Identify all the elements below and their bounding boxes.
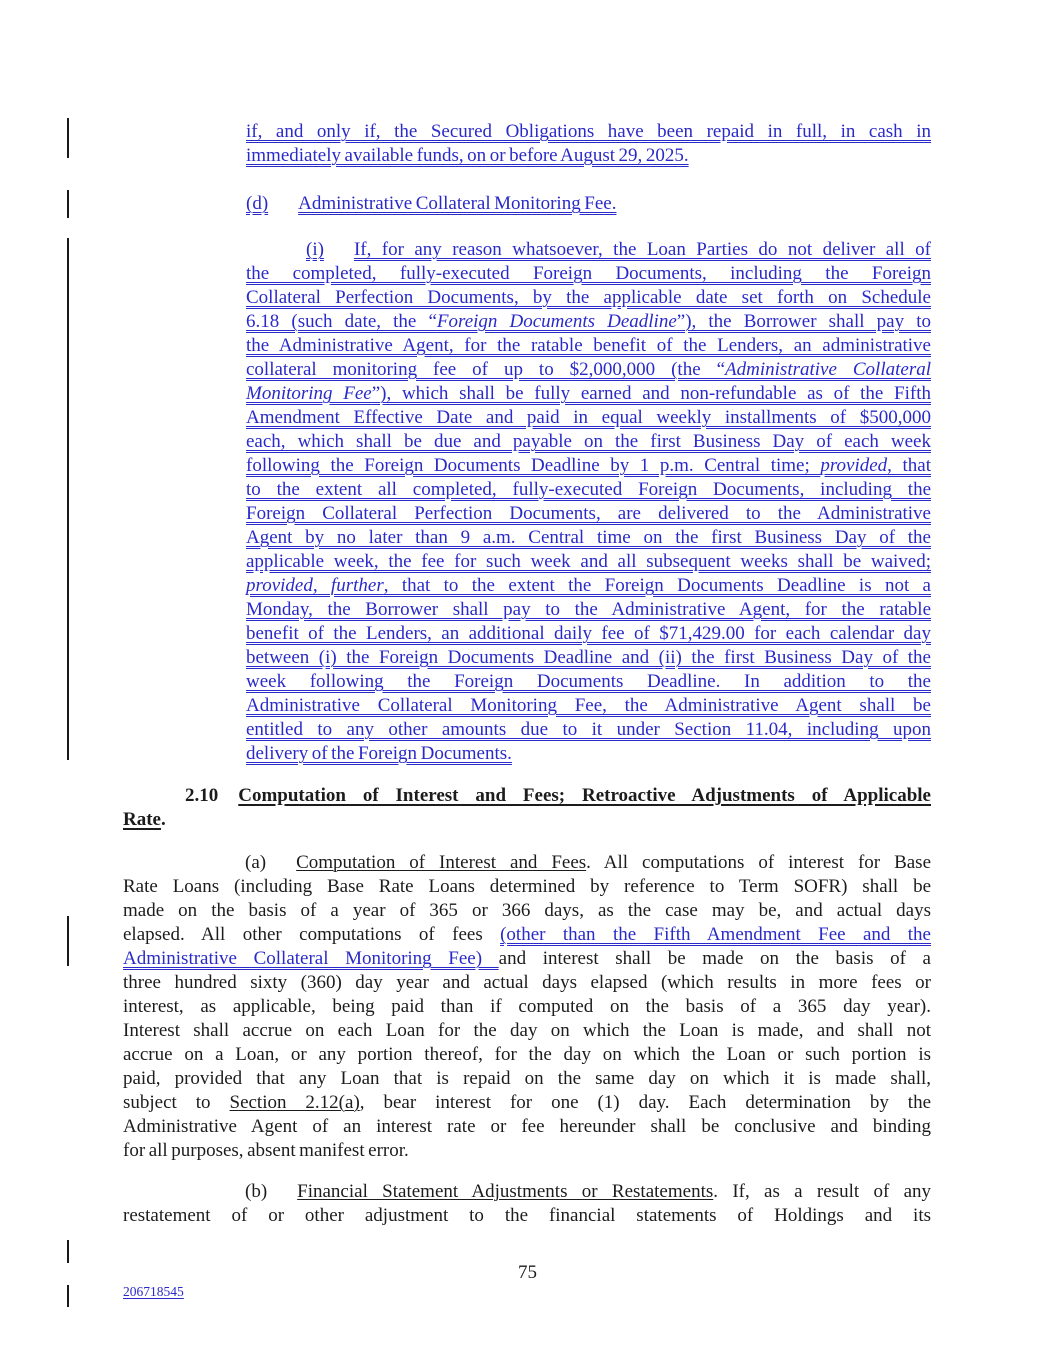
- text-segment: applicable week, the fee for such week and all subsequent weeks shall be waived;: [246, 551, 931, 572]
- change-bar: [67, 1285, 69, 1307]
- text-line: [246, 478, 931, 502]
- text-segment: restatement of or other adjustment to the financial statements of Holdings and its: [123, 1205, 931, 1226]
- text-segment: following the Foreign Documents Deadline by 1 p.m. Central time;: [246, 455, 821, 476]
- text-segment: elapsed. All other computations of fees: [123, 924, 501, 945]
- text-segment: Interest shall accrue on each Loan for the day on which the Loan is made, and shall not: [123, 1020, 931, 1041]
- text-line: [246, 120, 931, 144]
- text-line: [246, 574, 931, 598]
- text-segment: Amendment Effective Date and paid in equal weekly installments of $500,000: [246, 407, 931, 428]
- text-line: [246, 334, 931, 358]
- change-bar: [67, 1240, 69, 1263]
- text-line: [123, 1204, 931, 1228]
- text-segment: the Administrative Agent, for the ratable benefit of the Lenders, an administrative: [246, 335, 931, 356]
- text-segment: if, and only if, the Secured Obligations have been repaid in full, in cash in: [246, 121, 931, 142]
- text-line: [246, 286, 931, 310]
- document-id-footer: 206718545: [123, 1284, 184, 1299]
- text-segment: , that: [887, 455, 931, 476]
- text-segment: Collateral Perfection Documents, by the applicable date set forth on Schedule: [246, 287, 931, 308]
- text-segment: , bear interest for one (1) day. Each determination by the: [359, 1092, 931, 1113]
- text-segment: delivery of the Foreign Documents.: [246, 743, 512, 764]
- text-segment: Computation of Interest and Fees; Retroactive Adjustments of Applicable: [238, 785, 931, 806]
- text-line: [246, 502, 931, 526]
- text-line: [246, 144, 931, 168]
- text-line: [246, 598, 931, 622]
- text-segment: (d): [246, 193, 269, 214]
- heading-d-administrative-collateral-monitoring-fee: [246, 192, 931, 216]
- text-line: [123, 1043, 931, 1067]
- text-line: [246, 694, 931, 718]
- text-segment: Administrative Agent of an interest rate or fee hereunder shall be conclusive and binding: [123, 1116, 931, 1137]
- text-segment: immediately available funds, on or before August 29, 2025.: [246, 145, 689, 166]
- text-line: [246, 646, 931, 670]
- text-line: [246, 262, 931, 286]
- text-line: [123, 1115, 931, 1139]
- text-segment: Agent by no later than 9 a.m. Central time on the first Business Day of the: [246, 527, 931, 548]
- text-segment: benefit of the Lenders, an additional daily fee of $71,429.00 for each calendar day: [246, 623, 931, 644]
- text-line: [246, 454, 931, 478]
- text-line: [246, 192, 931, 216]
- text-segment: (other than the Fifth Amendment Fee and the: [500, 924, 931, 945]
- text-segment: between (i) the Foreign Documents Deadline and (ii) the first Business Day of the: [246, 647, 931, 668]
- text-line: [123, 875, 931, 899]
- text-segment: , that to the extent the Foreign Documents Deadline is not a: [383, 575, 931, 596]
- text-line: [123, 784, 931, 808]
- text-line: [123, 995, 931, 1019]
- text-line: [123, 923, 931, 947]
- text-segment: and interest shall be made on the basis of a: [498, 948, 931, 969]
- change-bar: [67, 238, 69, 760]
- text-line: [246, 406, 931, 430]
- text-segment: ”), which shall be fully earned and non-refundable as of the Fifth: [371, 383, 931, 404]
- text-line: [246, 310, 931, 334]
- text-segment: (a): [245, 852, 267, 873]
- text-segment: Section 2.12(a): [229, 1092, 360, 1113]
- page-number: 75: [518, 1262, 537, 1283]
- text-segment: three hundred sixty (360) day year and actual days elapsed (which results in more fees or: [123, 972, 931, 993]
- text-line: [123, 1019, 931, 1043]
- text-line: [123, 1180, 931, 1204]
- paragraph-a-computation-of-interest-and-fees: [123, 851, 931, 1163]
- section-heading-2-10: [123, 784, 931, 832]
- paragraph-b-financial-statement-adjustments: [123, 1180, 931, 1228]
- change-bar: [67, 916, 69, 966]
- paragraph-i-collateral-monitoring-fee: [246, 238, 931, 766]
- text-line: [123, 947, 931, 971]
- text-line: [246, 382, 931, 406]
- text-segment: made on the basis of a year of 365 or 366 days, as the case may be, and actual days: [123, 900, 931, 921]
- text-segment: 2.10: [185, 785, 219, 806]
- text-line: [123, 1091, 931, 1115]
- change-bar: [67, 118, 69, 158]
- text-segment: .: [160, 809, 166, 830]
- text-segment: Administrative Collateral Monitoring Fee, the Administrative Agent shall be: [246, 695, 931, 716]
- text-line: [246, 622, 931, 646]
- text-segment: Computation of Interest and Fees: [296, 852, 587, 873]
- text-segment: interest, as applicable, being paid than if computed on the basis of a 365 day year).: [123, 996, 931, 1017]
- text-segment: Foreign Documents Deadline: [436, 311, 677, 332]
- text-line: [246, 358, 931, 382]
- text-segment: (i): [306, 239, 324, 260]
- text-line: [123, 899, 931, 923]
- text-segment: Administrative Collateral Monitoring Fee): [123, 948, 499, 969]
- text-segment: Administrative Collateral Monitoring Fee.: [298, 193, 617, 214]
- text-segment: If, for any reason whatsoever, the Loan Parties do not deliver all of: [353, 239, 931, 260]
- text-line: [123, 808, 931, 832]
- text-segment: provided: [820, 455, 888, 476]
- text-line: [246, 670, 931, 694]
- text-segment: collateral monitoring fee of up to $2,000,000 (the “: [246, 359, 726, 380]
- text-segment: (b): [245, 1181, 268, 1202]
- text-line: [246, 742, 931, 766]
- text-line: [246, 430, 931, 454]
- text-line: [123, 1067, 931, 1091]
- text-segment: paid, provided that any Loan that is repaid on the same day on which it is made shall,: [123, 1068, 931, 1089]
- text-segment: entitled to any other amounts due to it under Section 11.04, including upon: [246, 719, 931, 740]
- text-segment: Administrative Collateral: [725, 359, 931, 380]
- text-segment: each, which shall be due and payable on the first Business Day of each week: [246, 431, 931, 452]
- text-segment: week following the Foreign Documents Deadline. In addition to the: [246, 671, 931, 692]
- text-segment: subject to: [123, 1092, 230, 1113]
- text-line: [246, 526, 931, 550]
- text-line: [246, 550, 931, 574]
- text-segment: . If, as a result of any: [713, 1181, 932, 1202]
- text-line: [123, 1139, 931, 1163]
- text-segment: accrue on a Loan, or any portion thereof, for the day on which the Loan or such portion is: [123, 1044, 931, 1065]
- text-segment: ”), the Borrower shall pay to: [676, 311, 931, 332]
- text-segment: . All computations of interest for Base: [586, 852, 932, 873]
- text-line: [246, 718, 931, 742]
- text-segment: Monday, the Borrower shall pay to the Administrative Agent, for the ratable: [246, 599, 931, 620]
- change-bar: [67, 190, 69, 218]
- text-segment: provided, further: [246, 575, 384, 596]
- text-line: [123, 851, 931, 875]
- text-segment: Monitoring Fee: [246, 383, 372, 404]
- paragraph-insert-continuation: [246, 120, 931, 168]
- text-segment: Financial Statement Adjustments or Restatements: [297, 1181, 714, 1202]
- text-segment: to the extent all completed, fully-executed Foreign Documents, including the: [246, 479, 931, 500]
- text-line: [246, 238, 931, 262]
- text-segment: 6.18 (such date, the “: [246, 311, 437, 332]
- text-segment: for all purposes, absent manifest error.: [123, 1140, 409, 1161]
- text-segment: Rate Loans (including Base Rate Loans determined by reference to Term SOFR) shall be: [123, 876, 931, 897]
- text-segment: Rate: [123, 809, 161, 830]
- text-segment: the completed, fully-executed Foreign Documents, including the Foreign: [246, 263, 931, 284]
- text-line: [123, 971, 931, 995]
- text-segment: Foreign Collateral Perfection Documents, are delivered to the Administrative: [246, 503, 931, 524]
